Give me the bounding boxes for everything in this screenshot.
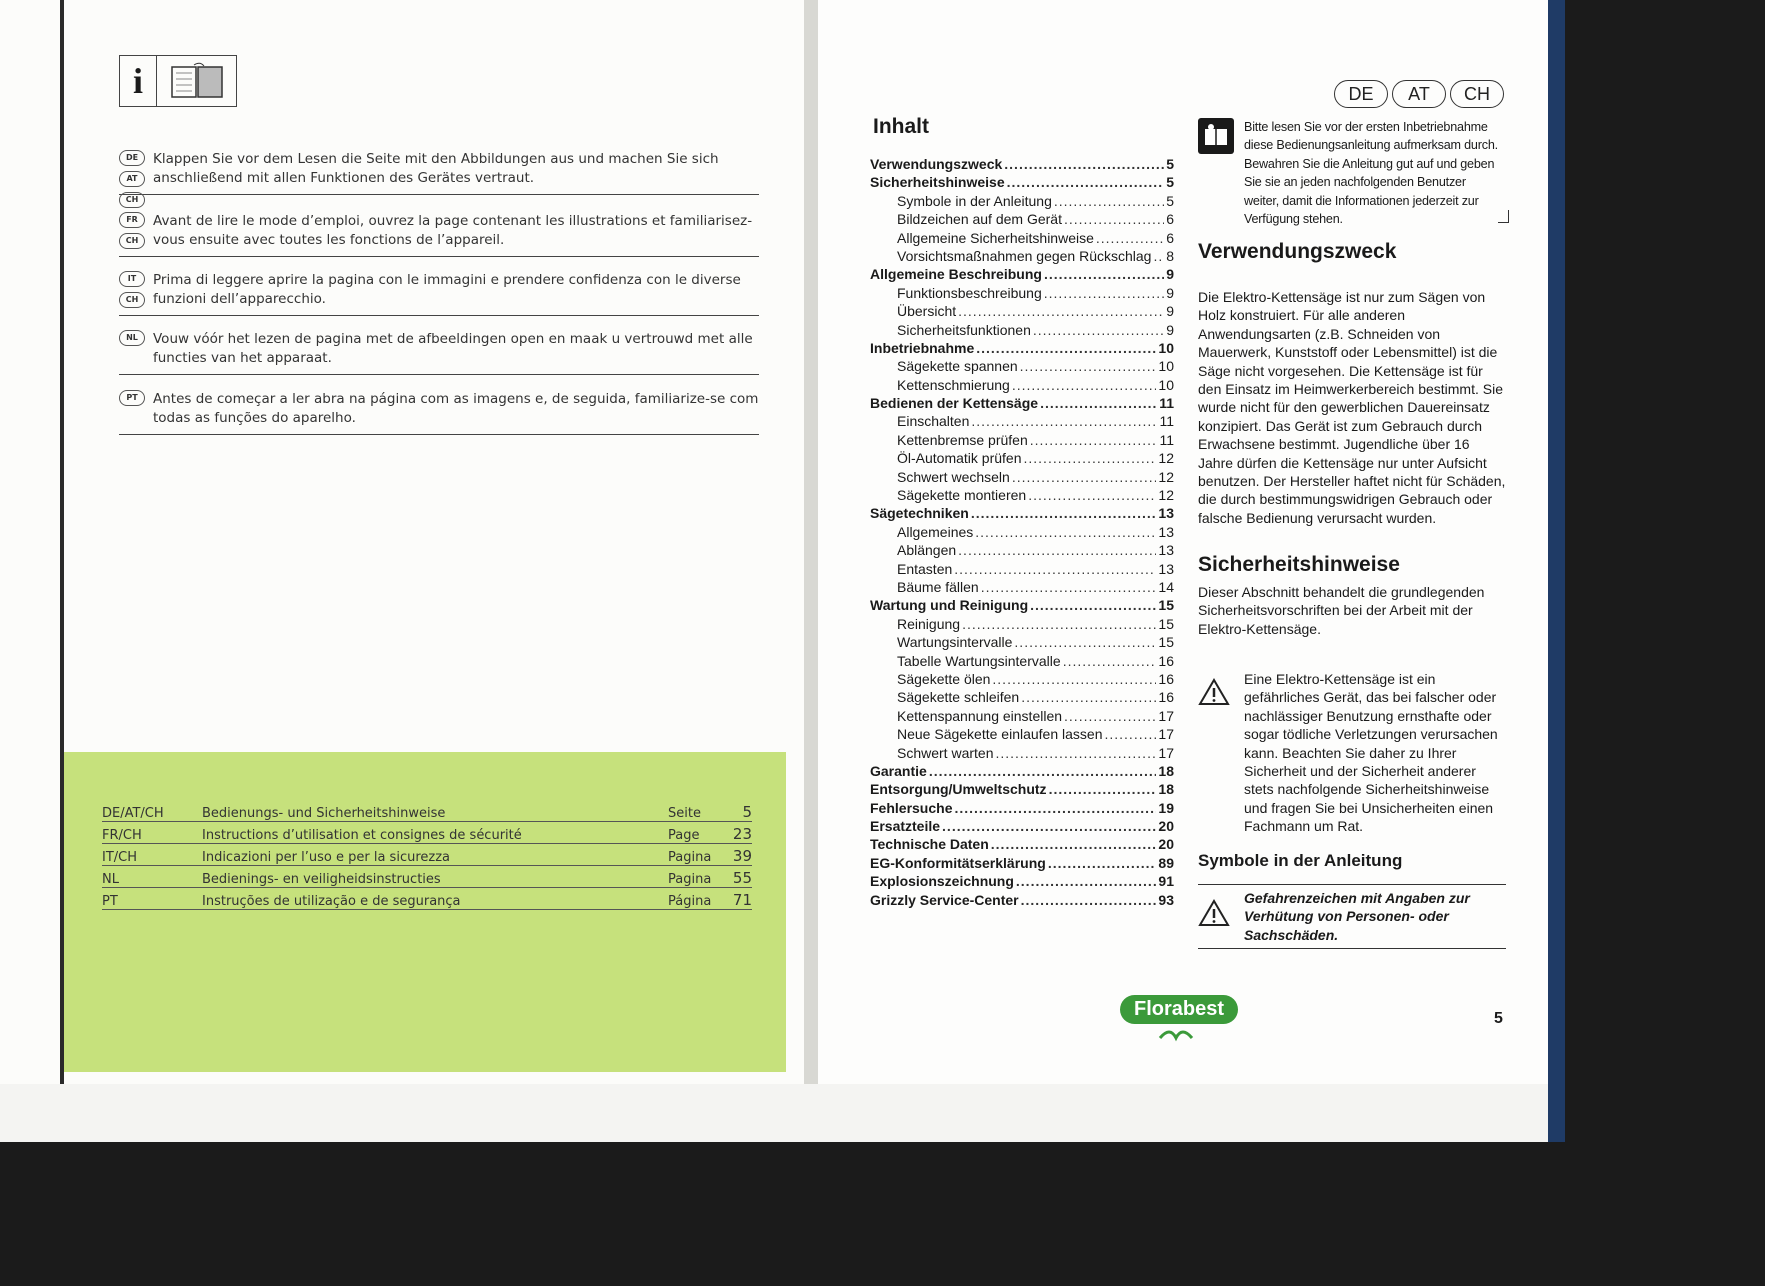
warning-triangle-icon (1198, 678, 1230, 711)
toc-entry-label: Fehlersuche (870, 799, 953, 816)
toc-entry (870, 303, 1174, 321)
toc-entry-label: Symbole in der Anleitung (897, 192, 1052, 209)
language-codes (119, 390, 147, 411)
language-index-row (102, 822, 752, 844)
language-code-badge: CH (119, 292, 145, 308)
toc-entry-page: 9 (1166, 266, 1174, 283)
toc-entry-label: Kettenbremse prüfen (897, 431, 1028, 448)
toc-entry-label: Verwendungszweck (870, 156, 1003, 172)
toc-entry-label: Inbetriebnahme (870, 339, 975, 356)
divider (119, 315, 759, 316)
language-label: FR/CH (102, 828, 142, 843)
toc-entry-page: 10 (1158, 358, 1174, 375)
toc-leader-dots (971, 505, 1157, 521)
info-icon: i (120, 56, 157, 106)
toc-entry (870, 873, 1174, 891)
toc-leader-dots (962, 616, 1156, 632)
divider (119, 374, 759, 375)
toc-leader-dots (992, 671, 1156, 687)
toc-entry (870, 487, 1174, 505)
toc-leader-dots (958, 303, 1164, 319)
safety-heading: Sicherheitshinweise (1198, 553, 1400, 576)
toc-leader-dots (1153, 248, 1164, 264)
page-number: 55 (732, 869, 752, 887)
language-instruction (119, 330, 759, 375)
section-title: Instruções de utilização e de segurança (202, 894, 461, 909)
toc-entry-label: Entasten (897, 560, 953, 577)
toc-entry-page: 15 (1158, 615, 1174, 632)
toc-entry-label: Sägekette spannen (897, 358, 1018, 375)
toc-entry (870, 413, 1174, 431)
toc-entry-page: 12 (1158, 468, 1174, 485)
page-word: Página (668, 894, 712, 909)
toc-entry-page: 5 (1166, 156, 1174, 172)
toc-leader-dots (991, 836, 1157, 852)
toc-entry-page: 11 (1159, 395, 1174, 412)
toc-entry-page: 13 (1158, 523, 1174, 540)
safety-text: Dieser Abschnitt behandelt die grundlegenden Sicherheitsvorschriften bei der Arbeit mit der Elektro-Kettensäge. (1198, 584, 1485, 637)
toc-entry-label: Übersicht (897, 303, 957, 320)
toc-entry-label: Vorsichtsmaßnahmen gegen Rückschlag (897, 247, 1152, 264)
warning-text: Eine Elektro-Kettensäge ist ein gefährliches Gerät, das bei falscher oder nachlässiger Benutzung ernsthafte oder sogar tödliche Verletzungen verursachen kann. Beachten Sie daher zu Ihrer Sicherheit und der Sicherheit anderer stets nachfolgende Sicherheitshinweise und fragen Sie bei Unsicherheiten einen Fachmann um Rat. (1244, 671, 1498, 835)
toc-entry-label: Wartungsintervalle (897, 634, 1013, 651)
right-page (818, 0, 1558, 1084)
language-codes (119, 150, 147, 213)
toc-entry-page: 9 (1166, 284, 1174, 301)
language-index-panel (64, 752, 786, 1072)
toc-leader-dots (1024, 450, 1157, 466)
toc-entry-label: EG-Konformitätserklärung (870, 854, 1046, 871)
toc-entry-page: 12 (1158, 450, 1174, 467)
toc-entry-label: Technische Daten (870, 836, 989, 853)
country-badges (1334, 80, 1504, 108)
purpose-section (1198, 240, 1506, 527)
toc-leader-dots (942, 818, 1156, 834)
toc-entry-page: 5 (1166, 192, 1174, 209)
toc-entry (870, 248, 1174, 266)
toc-leader-dots (995, 745, 1156, 761)
page-number: 5 (1494, 1010, 1503, 1027)
toc-entry-label: Neue Sägekette einlaufen lassen (897, 726, 1103, 743)
toc-entry-page: 18 (1158, 762, 1174, 779)
toc-entry-page: 16 (1158, 670, 1174, 687)
toc-leader-dots (1030, 597, 1156, 613)
toc-entry (870, 358, 1174, 376)
language-instruction-text: Prima di leggere aprire la pagina con le immagini e prendere confidenza con le diverse funzioni dell’apparecchio. (153, 272, 741, 307)
toc-entry-label: Wartung und Reinigung (870, 597, 1029, 614)
toc-entry-page: 18 (1158, 781, 1174, 798)
toc-leader-dots (1049, 781, 1157, 797)
language-codes (119, 212, 147, 254)
language-instruction (119, 390, 759, 435)
country-badge: DE (1334, 80, 1388, 108)
page-number: 39 (732, 847, 752, 865)
toc-leader-dots (1012, 469, 1157, 485)
language-instruction-text: Klappen Sie vor dem Lesen die Seite mit den Abbildungen aus und machen Sie sich anschließend mit allen Funktionen des Gerätes vertraut. (153, 151, 719, 186)
toc-entry-label: Tabelle Wartungsintervalle (897, 652, 1061, 669)
language-code-badge: CH (119, 192, 145, 208)
toc-entry-label: Schwert wechseln (897, 468, 1010, 485)
toc-entry-page: 17 (1158, 707, 1174, 724)
language-codes (119, 330, 147, 351)
language-index-row (102, 866, 752, 888)
toc-entry-page: 17 (1158, 744, 1174, 761)
info-symbol (119, 55, 237, 107)
toc-entry-page: 11 (1159, 413, 1174, 430)
toc-entry-label: Ablängen (897, 542, 957, 559)
toc-leader-dots (1064, 708, 1156, 724)
toc-leader-dots (1040, 395, 1157, 411)
page-word: Seite (668, 806, 701, 821)
toc-entry-label: Bildzeichen auf dem Gerät (897, 211, 1062, 228)
toc-entry (870, 377, 1174, 395)
read-manual-icon (1198, 118, 1234, 154)
language-code-badge: NL (119, 330, 145, 346)
toc-entry-label: Funktionsbeschreibung (897, 284, 1042, 301)
toc-entry (870, 745, 1174, 763)
toc-entry-label: Allgemeine Sicherheitshinweise (897, 229, 1094, 246)
page-number: 23 (732, 825, 752, 843)
toc-leader-dots (1030, 432, 1158, 448)
language-code-badge: PT (119, 390, 145, 406)
danger-symbol-text: Gefahrenzeichen mit Angaben zur Verhütung von Personen- oder Sachschäden. (1244, 890, 1470, 943)
toc-entry-page: 13 (1158, 505, 1174, 522)
toc-entry (870, 708, 1174, 726)
florabest-logo (1120, 995, 1238, 1047)
toc-entry (870, 450, 1174, 468)
toc-leader-dots (1021, 892, 1157, 908)
scan-edge-right (1548, 0, 1565, 1142)
toc-entry (870, 671, 1174, 689)
warning-triangle-icon (1198, 899, 1230, 932)
toc-entry-label: Allgemeines (897, 523, 974, 540)
section-title: Bedienings- en veiligheidsinstructies (202, 872, 441, 887)
toc-entry (870, 156, 1174, 174)
toc-leader-dots (976, 340, 1156, 356)
country-badge: AT (1392, 80, 1446, 108)
toc-entry-page: 93 (1158, 891, 1174, 908)
toc-leader-dots (1044, 285, 1164, 301)
toc-entry-page: 12 (1158, 487, 1174, 504)
toc-entry-label: Bäume fällen (897, 578, 979, 595)
toc-entry (870, 800, 1174, 818)
divider (119, 256, 759, 257)
toc-entry-label: Allgemeine Beschreibung (870, 266, 1042, 283)
toc-entry-page: 13 (1158, 542, 1174, 559)
toc-entry (870, 211, 1174, 229)
language-code-badge: AT (119, 171, 145, 187)
toc-entry (870, 726, 1174, 744)
book-gutter (804, 0, 818, 1084)
symbols-heading: Symbole in der Anleitung (1198, 851, 1403, 870)
toc-entry (870, 653, 1174, 671)
language-label: PT (102, 894, 118, 909)
language-label: DE/AT/CH (102, 806, 164, 821)
toc-entry (870, 469, 1174, 487)
language-code-badge: FR (119, 212, 145, 228)
toc-leader-dots (1004, 156, 1164, 172)
toc-entry (870, 818, 1174, 836)
scan-margin-left (0, 0, 64, 1084)
toc-leader-dots (954, 561, 1156, 577)
toc-entry-label: Schwert warten (897, 744, 994, 761)
page-word: Pagina (668, 872, 712, 887)
toc-entry (870, 836, 1174, 854)
toc-entry-label: Sägetechniken (870, 505, 969, 522)
toc-entry-page: 10 (1158, 376, 1174, 393)
language-code-badge: IT (119, 271, 145, 287)
toc-leader-dots (1044, 266, 1164, 282)
page-number: 71 (732, 891, 752, 909)
language-instruction-text: Vouw vóór het lezen de pagina met de afbeeldingen open en maak u vertrouwd met alle functies van het apparaat. (153, 331, 753, 366)
language-label: IT/CH (102, 850, 138, 865)
toc-leader-dots (1096, 230, 1164, 246)
language-label: NL (102, 872, 119, 887)
toc-entry-page: 20 (1158, 818, 1174, 835)
toc-entry-label: Sicherheitshinweise (870, 174, 1005, 191)
toc-entry (870, 892, 1174, 910)
toc-entry-label: Reinigung (897, 615, 961, 632)
toc-entry-label: Garantie (870, 762, 927, 779)
toc-entry (870, 781, 1174, 799)
toc-leader-dots (1020, 358, 1157, 374)
toc-entry-label: Entsorgung/Umweltschutz (870, 781, 1047, 798)
open-book-icon (157, 56, 236, 106)
toc-entry (870, 689, 1174, 707)
toc-entry-page: 10 (1158, 339, 1174, 356)
notice-text: Bitte lesen Sie vor der ersten Inbetriebnahme diese Bedienungsanleitung aufmerksam durch. Bewahren Sie die Anleitung gut auf und geben Sie sie an jeden nachfolgenden Benutzer weiter, damit die Informationen jederzeit zur Verfügung stehen. (1244, 120, 1498, 227)
section-title: Indicazioni per l’uso e per la sicurezza (202, 850, 451, 865)
toc-entry (870, 432, 1174, 450)
toc-entry-page: 16 (1158, 652, 1174, 669)
notice-frame (1498, 210, 1509, 223)
page-word: Page (668, 828, 700, 843)
logo-leaf-icon (1156, 1026, 1238, 1047)
toc-leader-dots (1021, 689, 1156, 705)
contents-title: Inhalt (873, 115, 929, 138)
toc-entry-label: Sägekette schleifen (897, 689, 1020, 706)
toc-entry (870, 285, 1174, 303)
toc-entry-page: 13 (1158, 560, 1174, 577)
toc-entry-page: 9 (1166, 321, 1174, 338)
toc-entry-label: Ersatzteile (870, 818, 941, 835)
toc-entry-label: Sägekette ölen (897, 670, 991, 687)
toc-entry-label: Einschalten (897, 413, 970, 430)
toc-entry-label: Kettenspannung einstellen (897, 707, 1063, 724)
toc-entry (870, 266, 1174, 284)
toc-entry (870, 597, 1174, 615)
toc-entry-label: Öl-Automatik prüfen (897, 450, 1022, 467)
toc-leader-dots (1007, 174, 1165, 190)
toc-entry (870, 174, 1174, 192)
toc-leader-dots (1104, 726, 1156, 742)
language-instruction (119, 271, 759, 316)
toc-entry (870, 505, 1174, 523)
divider (119, 194, 759, 195)
toc-entry-page: 8 (1166, 247, 1174, 264)
purpose-heading: Verwendungszweck (1198, 240, 1397, 263)
language-instruction-text: Antes de começar a ler abra na página com as imagens e, de seguida, familiarize-se com todas as funções do aparelho. (153, 391, 759, 426)
toc-entry (870, 616, 1174, 634)
table-of-contents (870, 156, 1174, 910)
toc-entry-page: 91 (1158, 873, 1174, 890)
toc-entry-label: Grizzly Service-Center (870, 891, 1019, 908)
toc-entry (870, 322, 1174, 340)
language-index-table (102, 800, 752, 910)
toc-leader-dots (1054, 193, 1164, 209)
language-index-row (102, 800, 752, 822)
language-codes (119, 271, 147, 313)
language-instruction-text: Avant de lire le mode d’emploi, ouvrez la page contenant les illustrations et familiarisez-vous ensuite avec toutes les fonctions de l’appareil. (153, 213, 753, 248)
danger-warning (1198, 670, 1508, 836)
section-title: Instructions d’utilisation et consignes de sécurité (202, 828, 522, 843)
toc-entry (870, 763, 1174, 781)
toc-entry (870, 579, 1174, 597)
danger-symbol-legend (1198, 884, 1506, 949)
toc-leader-dots (1014, 634, 1156, 650)
toc-entry-page: 16 (1158, 689, 1174, 706)
page-word: Pagina (668, 850, 712, 865)
toc-leader-dots (981, 579, 1157, 595)
toc-entry-page: 9 (1166, 303, 1174, 320)
symbols-section (1198, 851, 1506, 871)
toc-leader-dots (1016, 873, 1157, 889)
purpose-text: Die Elektro-Kettensäge ist nur zum Sägen von Holz konstruiert. Für alle anderen Anwendungsarten (z.B. Schneiden von Mauerwerk, Kunststoff oder Lebensmittel) ist die Säge nicht vorgesehen. Die Kettensäge ist für den Einsatz im Heimwerkerbereich bestimmt. Sie wurde nicht für den gewerblichen Dauereinsatz konzipiert. Das Gerät ist zum Gebrauch durch Erwachsene bestimmt. Jugendliche über 16 Jahre dürfen die Kettensäge nur unter Aufsicht benutzen. Der Hersteller haftet nicht für Schäden, die durch bestimmungswidrigen Gebrauch oder falsche Bedienung verursacht wurden. (1198, 289, 1506, 526)
toc-entry (870, 395, 1174, 413)
language-instruction (119, 212, 759, 257)
divider (119, 434, 759, 435)
logo-text: Florabest (1120, 995, 1238, 1024)
section-title: Bedienungs- und Sicherheitshinweise (202, 806, 446, 821)
language-index-row (102, 888, 752, 910)
language-code-badge: CH (119, 233, 145, 249)
toc-leader-dots (1028, 487, 1156, 503)
toc-leader-dots (954, 800, 1156, 816)
toc-entry (870, 542, 1174, 560)
toc-leader-dots (1012, 377, 1157, 393)
toc-entry (870, 230, 1174, 248)
toc-entry-label: Explosionszeichnung (870, 873, 1014, 890)
toc-leader-dots (971, 413, 1157, 429)
toc-leader-dots (1033, 322, 1164, 338)
toc-leader-dots (958, 542, 1156, 558)
toc-entry-page: 6 (1166, 229, 1174, 246)
toc-entry (870, 561, 1174, 579)
toc-leader-dots (929, 763, 1157, 779)
toc-entry (870, 524, 1174, 542)
toc-leader-dots (1063, 653, 1157, 669)
left-page (64, 0, 804, 1084)
scan-bottom-margin (0, 1084, 1565, 1142)
toc-leader-dots (1048, 855, 1157, 871)
language-instruction (119, 150, 759, 204)
language-index-row (102, 844, 752, 866)
toc-leader-dots (975, 524, 1156, 540)
toc-entry-page: 5 (1166, 174, 1174, 191)
toc-entry-page: 14 (1158, 578, 1174, 595)
toc-entry (870, 855, 1174, 873)
toc-entry-page: 6 (1166, 211, 1174, 228)
toc-entry-page: 89 (1158, 854, 1174, 871)
toc-entry (870, 340, 1174, 358)
safety-section (1198, 553, 1506, 638)
toc-entry (870, 634, 1174, 652)
toc-entry-label: Kettenschmierung (897, 376, 1010, 393)
toc-entry-label: Sicherheitsfunktionen (897, 321, 1031, 338)
toc-entry-page: 19 (1158, 799, 1174, 816)
toc-entry-page: 17 (1158, 726, 1174, 743)
language-code-badge: DE (119, 150, 145, 166)
country-badge: CH (1450, 80, 1504, 108)
read-manual-notice (1198, 118, 1508, 226)
toc-entry-page: 15 (1158, 597, 1174, 614)
toc-entry-label: Sägekette montieren (897, 487, 1027, 504)
toc-entry-page: 11 (1159, 431, 1174, 448)
toc-entry-label: Bedienen der Kettensäge (870, 395, 1039, 412)
page-number: 5 (742, 803, 752, 821)
toc-entry-page: 15 (1158, 634, 1174, 651)
toc-entry-page: 20 (1158, 836, 1174, 853)
toc-leader-dots (1064, 211, 1164, 227)
toc-entry (870, 193, 1174, 211)
